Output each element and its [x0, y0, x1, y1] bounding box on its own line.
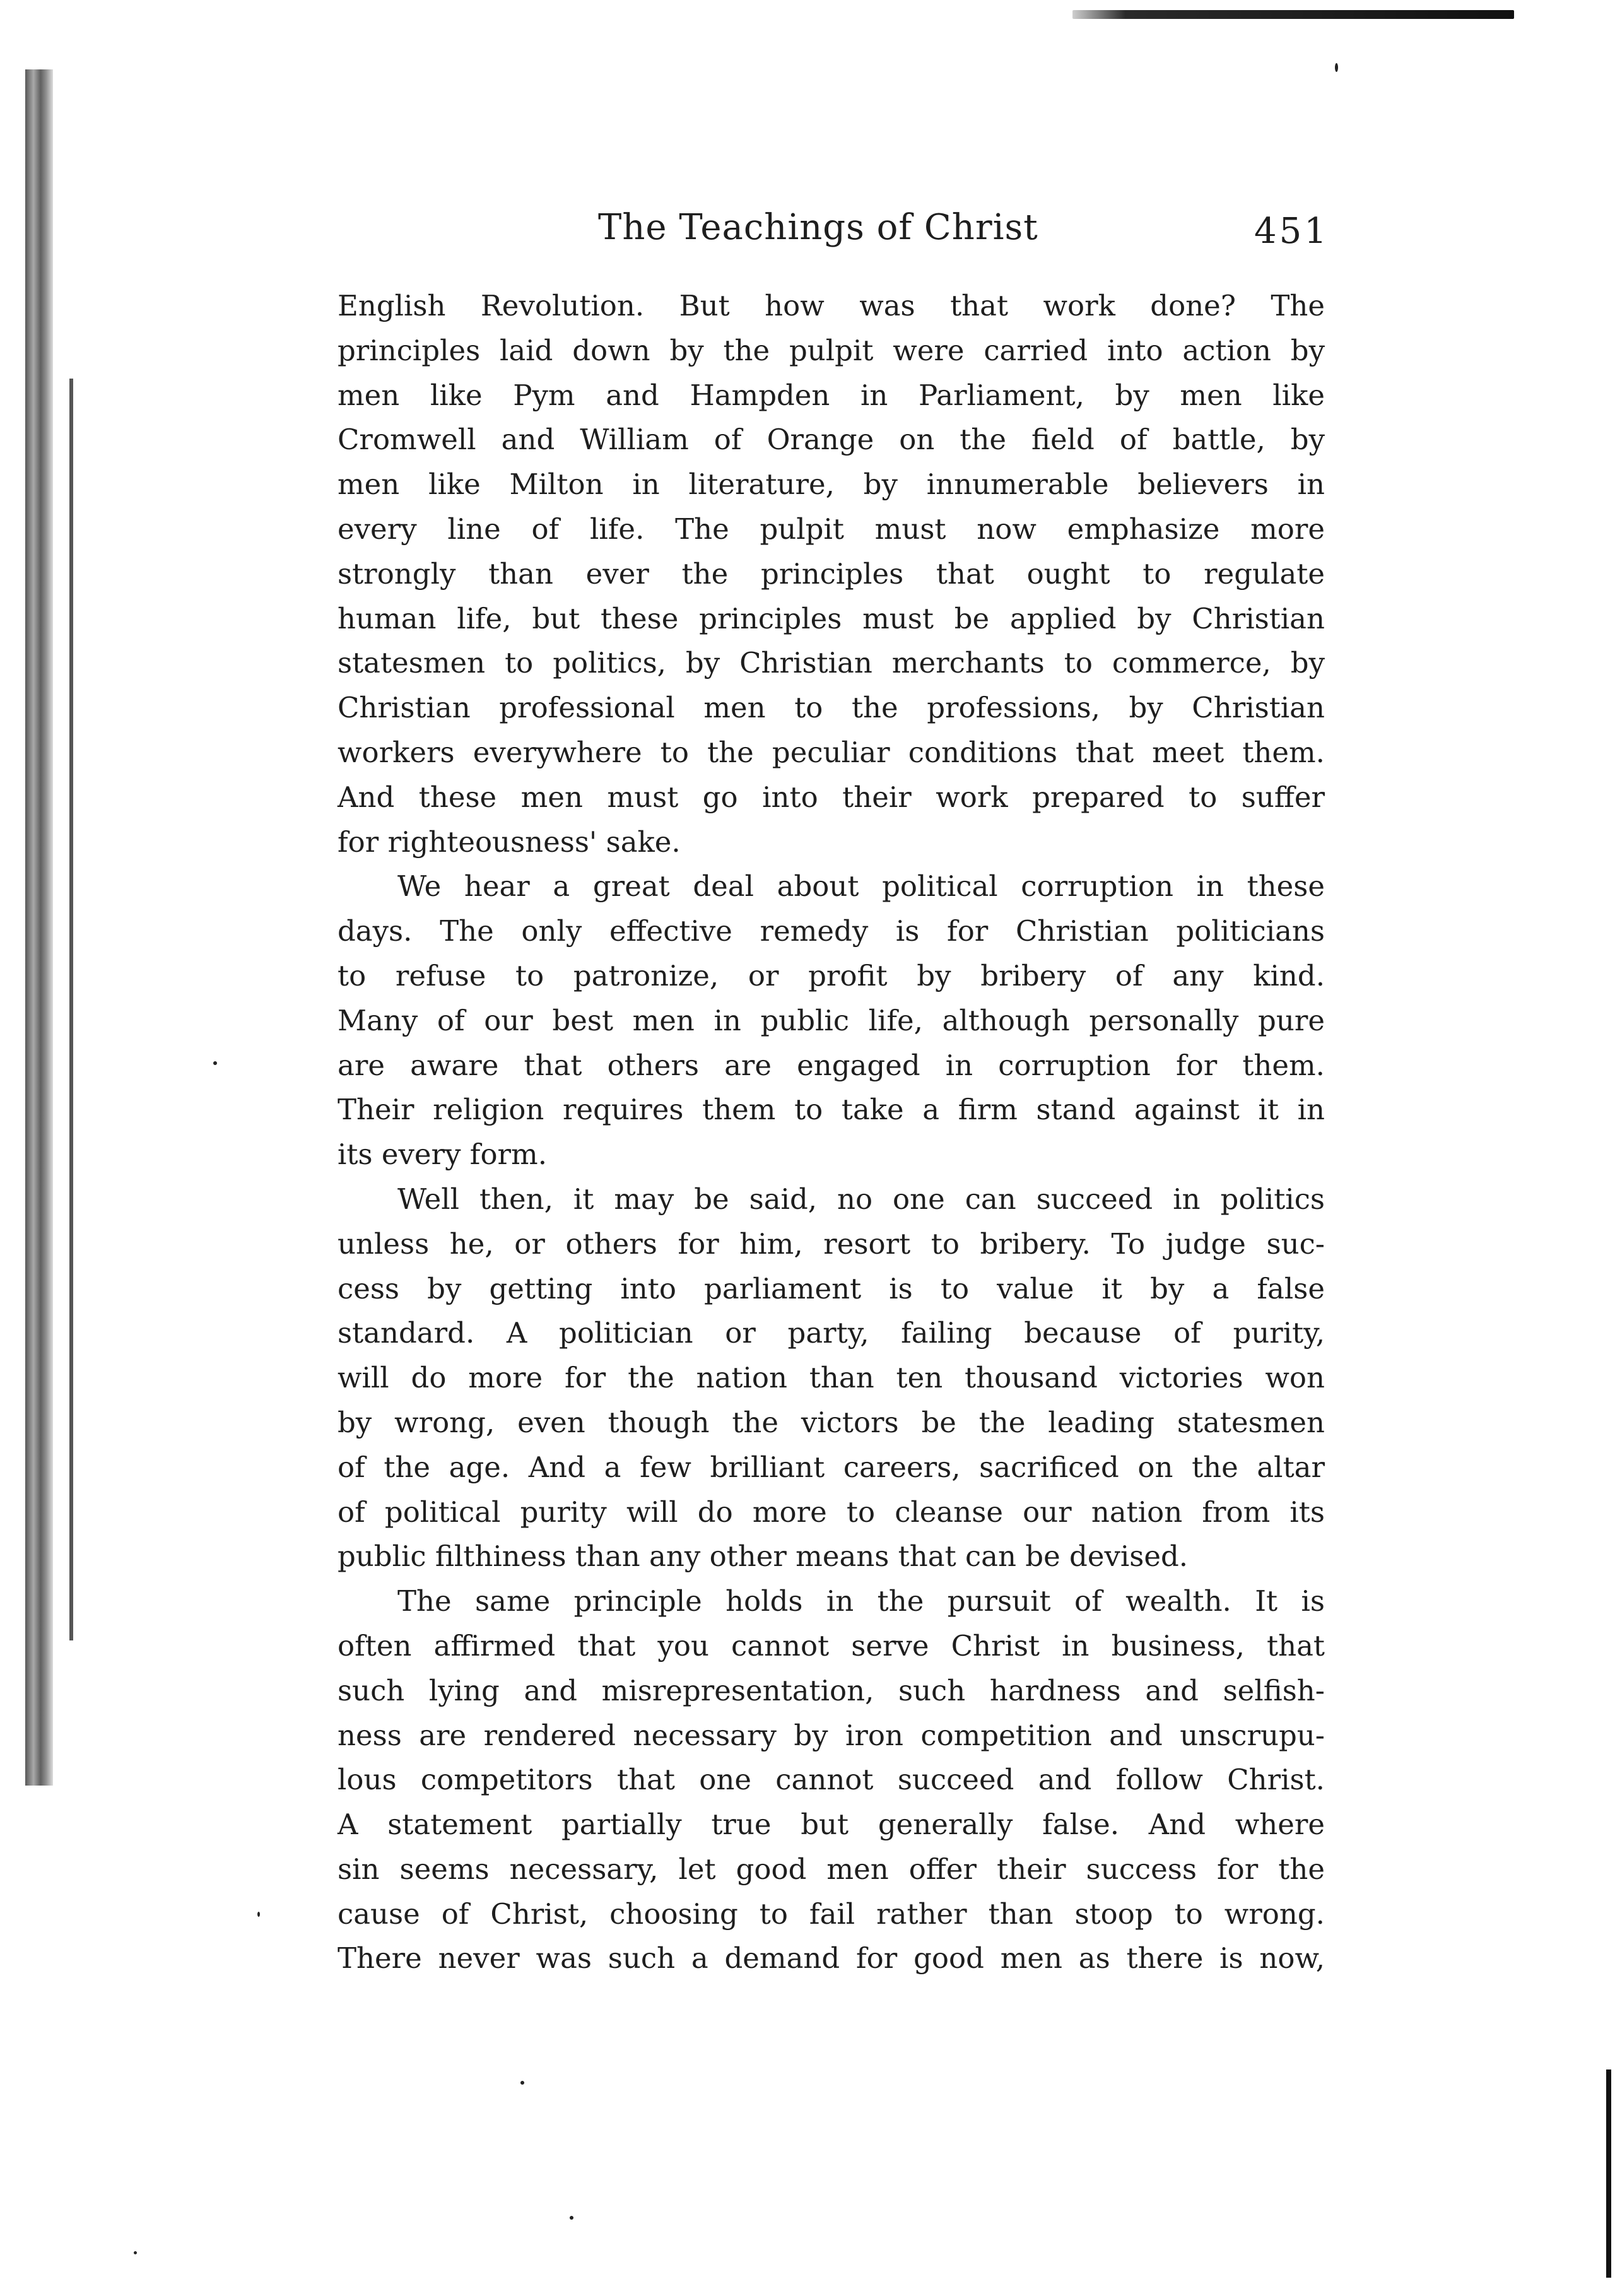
text-line: Well then, it may be said, no one can succeed in politics	[397, 1182, 1325, 1216]
text-line: such lying and misrepresentation, such hardness and selfish-	[338, 1673, 1325, 1707]
text-line: lous competitors that one cannot succeed and follow Christ.	[338, 1763, 1325, 1797]
text-line: its every form.	[338, 1138, 548, 1172]
text-line: human life, but these principles must be applied by Christian	[338, 601, 1325, 635]
text-line: strongly than ever the principles that ought to regulate	[338, 556, 1325, 591]
text-line: ness are rendered necessary by iron competition and unscrupu-	[338, 1718, 1325, 1752]
text-line: days. The only effective remedy is for Christian politicians	[338, 914, 1325, 948]
scan-speck	[134, 2251, 137, 2254]
text-line: often affirmed that you cannot serve Christ in business, that	[338, 1628, 1325, 1663]
text-line: Their religion requires them to take a firm stand against it in	[338, 1093, 1325, 1127]
text-line: workers everywhere to the peculiar conditions that meet them.	[338, 735, 1325, 769]
text-line: statesmen to politics, by Christian merchants to commerce, by	[338, 646, 1325, 680]
body-text	[338, 284, 1325, 1981]
text-line: We hear a great deal about political corruption in these	[397, 869, 1325, 904]
text-line: cause of Christ, choosing to fail rather than stoop to wrong.	[338, 1897, 1325, 1931]
text-line: will do more for the nation than ten thousand victories won	[338, 1361, 1325, 1395]
text-line: of political purity will do more to cleanse our nation from its	[338, 1495, 1325, 1529]
text-line: every line of life. The pulpit must now emphasize more	[338, 512, 1325, 546]
text-line: standard. A politician or party, failing because of purity,	[338, 1316, 1325, 1350]
text-line: Christian professional men to the professions, by Christian	[338, 691, 1325, 725]
scan-speck	[257, 1912, 260, 1917]
text-line: cess by getting into parliament is to value it by a false	[338, 1271, 1325, 1305]
text-line: by wrong, even though the victors be the leading statesmen	[338, 1405, 1325, 1439]
scan-top-rule	[1072, 10, 1514, 19]
text-line: men like Pym and Hampden in Parliament, by men like	[338, 378, 1325, 412]
page-number: 451	[1254, 211, 1329, 252]
text-line: for righteousness' sake.	[338, 825, 681, 859]
running-head-title: The Teachings of Christ	[598, 207, 1038, 248]
text-line: of the age. And a few brilliant careers, sacrificed on the altar	[338, 1450, 1325, 1484]
scan-speck	[570, 2216, 573, 2220]
scan-speck	[213, 1061, 217, 1065]
scan-speck	[520, 2081, 524, 2085]
text-line: are aware that others are engaged in corruption for them.	[338, 1048, 1325, 1082]
text-line: A statement partially true but generally false. And where	[338, 1808, 1325, 1842]
text-line: men like Milton in literature, by innumerable believers in	[338, 468, 1325, 502]
text-line: unless he, or others for him, resort to bribery. To judge suc-	[338, 1227, 1325, 1261]
scan-right-edge-mark	[1606, 2069, 1611, 2278]
text-line: English Revolution. But how was that work done? The	[338, 289, 1325, 322]
text-line: to refuse to patronize, or profit by bribery of any kind.	[338, 958, 1325, 992]
scan-binding-shadow	[25, 69, 53, 1786]
text-line: public filthiness than any other means that can be devised.	[338, 1539, 1189, 1574]
text-line: There never was such a demand for good men as there is now,	[338, 1941, 1325, 1975]
text-line: sin seems necessary, let good men offer their success for the	[338, 1852, 1325, 1886]
text-line: principles laid down by the pulpit were carried into action by	[338, 333, 1325, 367]
scan-speck	[1335, 63, 1338, 72]
text-line: And these men must go into their work prepared to suffer	[338, 780, 1325, 814]
text-line: The same principle holds in the pursuit of wealth. It is	[397, 1584, 1325, 1618]
text-line: Cromwell and William of Orange on the field of battle, by	[338, 423, 1325, 457]
text-line: Many of our best men in public life, although personally pure	[338, 1003, 1325, 1037]
scan-edge-line	[69, 379, 73, 1640]
